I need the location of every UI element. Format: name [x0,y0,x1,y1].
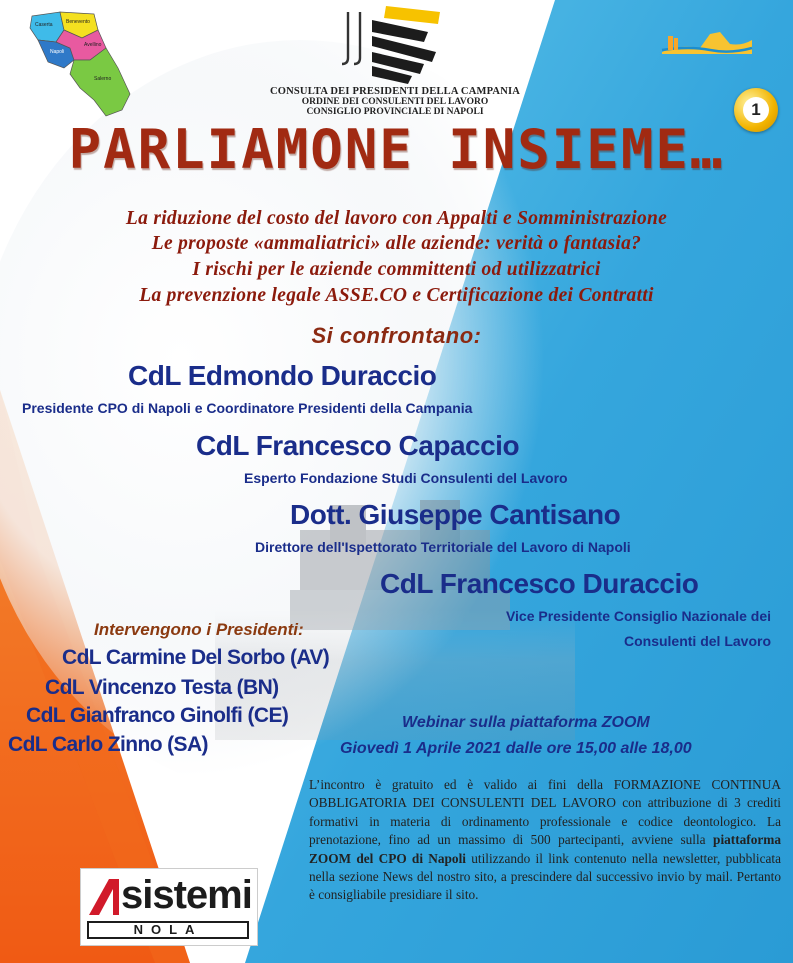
vesuvius-logo-icon [660,26,755,58]
map-label-salerno: Salerno [94,76,112,82]
map-label-avellino: Avellino [84,42,102,48]
president-3: CdL Gianfranco Ginolfi (CE) [26,704,289,727]
map-label-napoli: Napoli [50,49,65,55]
speaker-role-2: Esperto Fondazione Studi Consulenti del Lavoro [244,470,568,486]
sponsor-mark-icon [87,877,121,917]
headline-2: Le proposte «ammaliatrici» alle aziende: verità o fantasia? [151,233,642,254]
info-text-2: utilizzando il link contenuto nella newsletter, pubblicata nella sezione News del nostro sito, a prescindere dal successivo invio by mail. Pertanto è consigliabile presidiare il sito. [309,850,782,903]
cpo-logo-icon [328,2,458,88]
info-text-1: L’incontro è gratuito ed è valido ai fini della FORMAZIONE CONTINUA OBBLIGATORIA DEI CONSULENTI DEL LAVORO con attribuzione di 3 crediti formativi in materia di ordinamento professionale e codice deontologico. La prenotazione, fino ad un massimo di 500 partecipanti, avviene sulla [309,777,781,848]
headline-3: I rischi per le aziende committenti od utilizzatrici [192,259,601,280]
presidents-label: Intervengono i Presidenti: [94,620,304,639]
org-header [235,86,555,117]
headline-1: La riduzione del costo del lavoro con Appalti e Somministrazione [125,208,668,229]
confrontano-label: Si confrontano: [311,323,482,348]
speaker-role-4-line-1: Vice Presidente Consiglio Nazionale dei [505,608,771,624]
badge-label: 1 [743,97,769,123]
sponsor-name: sistemi [121,873,252,917]
campania-map-icon [26,8,136,120]
page-title: PARLIAMONE INSIEME… [68,118,725,181]
speaker-name-1: CdL Edmondo Duraccio [128,360,437,391]
speaker-role-4-line-2: Consulenti del Lavoro [623,633,771,649]
sponsor-city: NOLA [87,921,249,939]
speaker-name-3: Dott. Giuseppe Cantisano [290,499,621,530]
org-line-3: CONSIGLIO PROVINCIALE DI NAPOLI [306,107,484,117]
speaker-name-4: CdL Francesco Duraccio [380,568,699,599]
map-label-benevento: Benevento [66,19,90,25]
info-paragraph [309,776,781,905]
speaker-role-1: Presidente CPO di Napoli e Coordinatore Presidenti della Campania [22,400,473,416]
speaker-name-2: CdL Francesco Capaccio [196,430,520,461]
webinar-date: Giovedì 1 Aprile 2021 dalle ore 15,00 alle 18,00 [340,740,692,757]
sponsor-logo [80,868,258,946]
map-label-caserta: Caserta [35,22,53,28]
president-1: CdL Carmine Del Sorbo (AV) [62,646,330,669]
president-4: CdL Carlo Zinno (SA) [8,733,208,756]
org-line-2: ORDINE DEI CONSULENTI DEL LAVORO [301,97,489,107]
speaker-role-3: Direttore dell'Ispettorato Territoriale del Lavoro di Napoli [255,539,631,555]
president-2: CdL Vincenzo Testa (BN) [45,676,279,699]
org-line-1: CONSULTA DEI PRESIDENTI DELLA CAMPANIA [269,86,521,97]
headline-4: La prevenzione legale ASSE.CO e Certificazione dei Contratti [139,285,654,306]
info-text-bold: piattaforma ZOOM del CPO di Napoli [309,832,781,866]
webinar-platform: Webinar sulla piattaforma ZOOM [402,714,650,731]
